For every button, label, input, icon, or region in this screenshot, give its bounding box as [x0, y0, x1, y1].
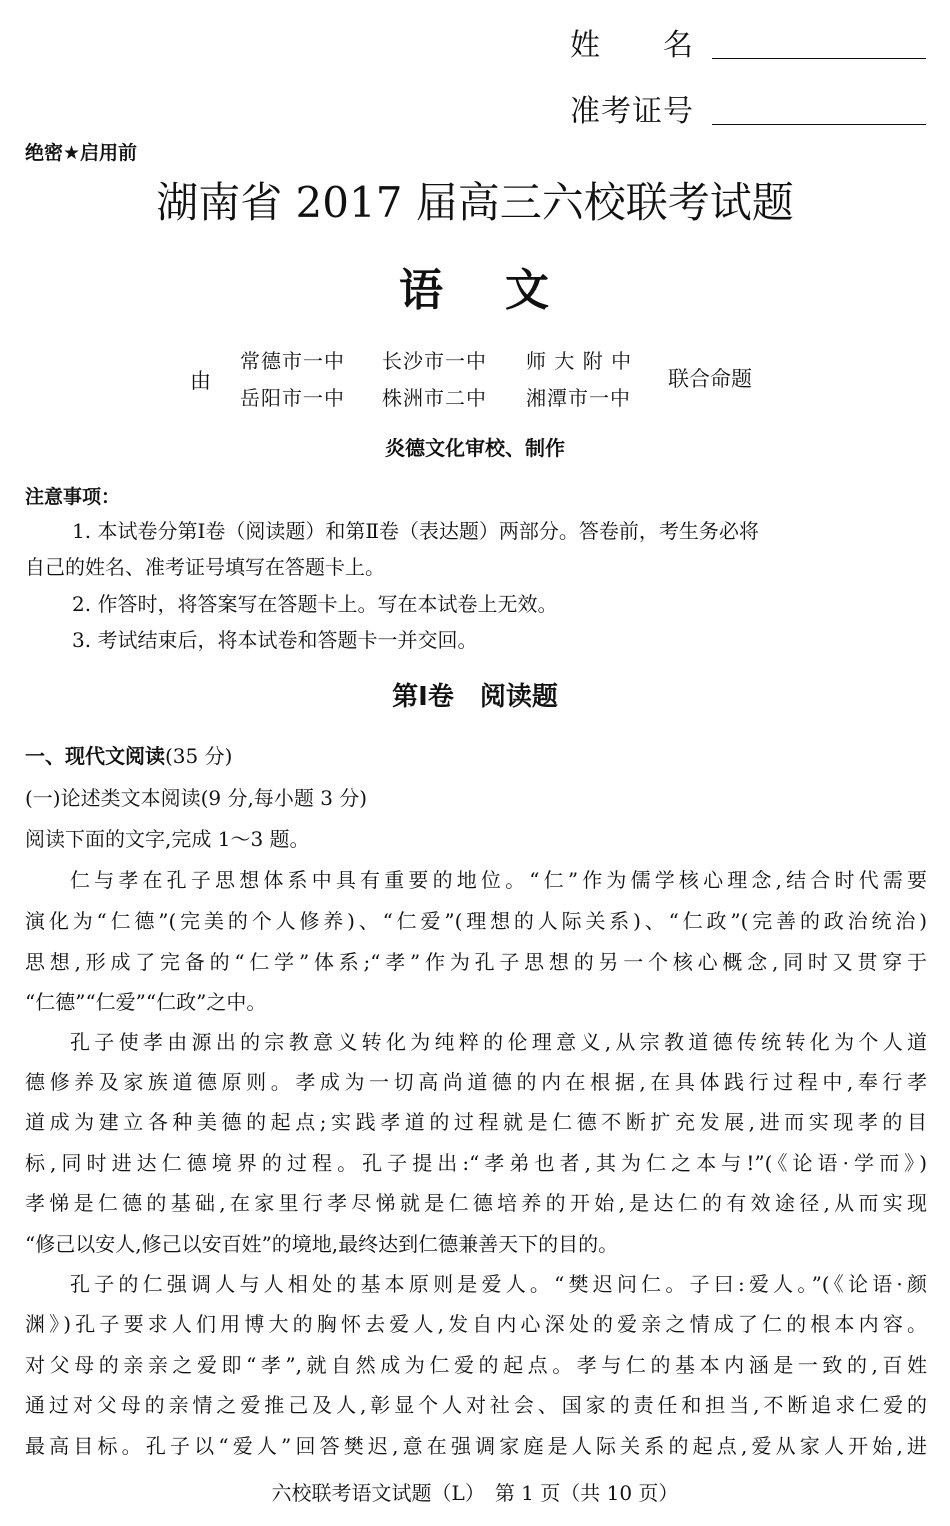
note-line: 1. 本试卷分第Ⅰ卷（阅读题）和第Ⅱ卷（表达题）两部分。答卷前，考生务必将 [72, 519, 759, 543]
subject-title [0, 254, 950, 318]
body-line: 道成为建立各种美德的起点;实践孝道的过程就是仁德不断扩充发展,进而实现孝的目 [25, 1110, 927, 1134]
body-line: 孔子的仁强调人与人相处的基本原则是爱人。“樊迟问仁。子曰:爱人。”(《论语·颜 [70, 1272, 927, 1296]
exam-title: 湖南省 2017 届高三六校联考试题 [156, 178, 794, 227]
section-heading-bold: 一、现代文阅读 [25, 744, 165, 768]
school-name: 株洲市二中 [382, 386, 487, 410]
section-heading-score: (35 分) [165, 744, 233, 768]
body-line: “修己以安人,修己以安百姓”的境地,最终达到仁德兼善天下的目的。 [25, 1232, 619, 1256]
section-heading [25, 740, 232, 769]
page-footer: 六校联考语文试题（L） 第 1 页（共 10 页） [271, 1481, 679, 1505]
school-name: 长沙市一中 [382, 349, 487, 373]
body-line: 孔子使孝由源出的宗教意义转化为纯粹的伦理意义,从宗教道德传统转化为个人道 [70, 1030, 927, 1054]
school-name: 师 大 附 中 [526, 349, 633, 373]
body-line: 演化为“仁德”(完美的个人修养)、“仁爱”(理想的人际关系)、“仁政”(完善的政治统治) [25, 909, 927, 933]
joint-label: 联合命题 [668, 367, 752, 391]
instruction: 阅读下面的文字,完成 1～3 题。 [25, 827, 310, 851]
body-line: 仁与孝在孔子思想体系中具有重要的地位。“仁”作为儒学核心理念,结合时代需要 [70, 868, 927, 892]
body-line: 思想,形成了完备的“仁学”体系;“孝”作为孔子思想的另一个核心概念,同时又贯穿于 [25, 950, 927, 974]
part-title: 第Ⅰ卷 阅读题 [392, 682, 558, 712]
name-field[interactable] [712, 58, 926, 59]
body-line: 通过对父母的亲情之爱推己及人,彰显个人对社会、国家的责任和担当,不断追求仁爱的 [25, 1393, 927, 1417]
body-line: 渊》)孔子要求人们用博大的胸怀去爱人,发自内心深处的爱亲之情成了仁的根本内容。 [25, 1312, 927, 1336]
subsection-heading: (一)论述类文本阅读(9 分,每小题 3 分) [25, 786, 368, 810]
subject-char-2: 文 [505, 265, 551, 316]
secret-label: 绝密★启用前 [25, 142, 138, 164]
body-line: 标,同时进达仁德境界的过程。孔子提出:“孝弟也者,其为仁之本与!”(《论语·学而》) [25, 1151, 927, 1175]
exam-number-label: 准考证号 [570, 94, 694, 129]
body-line: 对父母的亲亲之爱即“孝”,就自然成为仁爱的起点。孝与仁的基本内涵是一致的,百姓 [25, 1353, 927, 1377]
note-line: 3. 考试结束后，将本试卷和答题卡一并交回。 [72, 628, 478, 652]
school-name: 湘潭市一中 [526, 386, 631, 410]
body-line: 德修养及家族道德原则。孝成为一切高尚道德的内在根据,在具体践行过程中,奉行孝 [25, 1070, 927, 1094]
note-line: 自己的姓名、准考证号填写在答题卡上。 [25, 555, 385, 579]
school-name: 常德市一中 [240, 349, 345, 373]
body-line: 最高目标。孔子以“爱人”回答樊迟,意在强调家庭是人际关系的起点,爱从家人开始,进 [25, 1434, 927, 1458]
name-label: 姓 名 [570, 28, 694, 63]
exam-number-field[interactable] [712, 124, 926, 125]
body-line: 孝悌是仁德的基础,在家里行孝尽悌就是仁德培养的开始,是达仁的有效途径,从而实现 [25, 1191, 927, 1215]
by-label: 由 [190, 369, 211, 393]
subject-char-1: 语 [399, 265, 445, 316]
body-line: “仁德”“仁爱”“仁政”之中。 [25, 990, 267, 1014]
notes-heading: 注意事项： [25, 486, 121, 508]
school-name: 岳阳市一中 [240, 386, 345, 410]
maker-label: 炎德文化审校、制作 [385, 436, 565, 460]
note-line: 2. 作答时，将答案写在答题卡上。写在本试卷上无效。 [72, 592, 558, 616]
